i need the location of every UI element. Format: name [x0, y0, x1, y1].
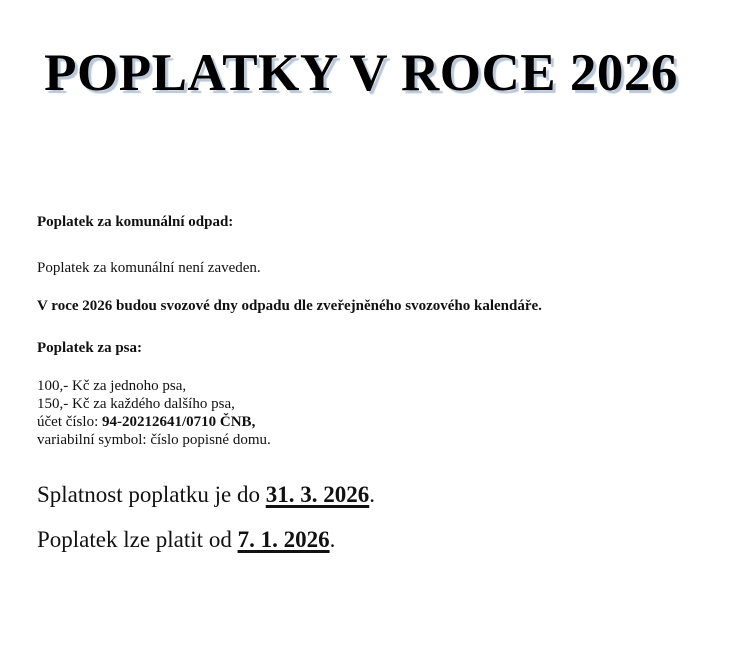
due-date-value: 31. 3. 2026 — [265, 482, 370, 507]
dog-fee-heading: Poplatek za psa: — [37, 340, 142, 356]
due-date-line — [37, 481, 375, 509]
account-label: účet číslo: — [37, 414, 102, 430]
page-title: POPLATKY V ROCE 2026 — [44, 44, 678, 102]
payable-from-date: 7. 1. 2026 — [237, 527, 330, 552]
payable-from-suffix: . — [329, 527, 336, 552]
waste-collection-note: V roce 2026 budou svozové dny odpadu dle zveřejněného svozového kalendáře. — [37, 298, 542, 314]
variable-symbol: variabilní symbol: číslo popisné domu. — [37, 432, 271, 448]
waste-fee-heading: Poplatek za komunální odpad: — [37, 214, 234, 230]
payable-from-prefix: Poplatek lze platit od — [37, 527, 238, 552]
dog-fee-first: 100,- Kč za jednoho psa, — [37, 378, 187, 394]
waste-fee-text: Poplatek za komunální není zaveden. — [37, 260, 261, 276]
payable-from-line — [37, 526, 335, 554]
dog-fee-additional: 150,- Kč za každého dalšího psa, — [37, 396, 235, 412]
due-date-prefix: Splatnost poplatku je do — [37, 482, 266, 507]
account-line — [37, 413, 271, 431]
due-date-suffix: . — [369, 482, 375, 507]
dog-fee-details — [37, 377, 271, 449]
account-number: 94-20212641/0710 ČNB, — [101, 414, 256, 430]
